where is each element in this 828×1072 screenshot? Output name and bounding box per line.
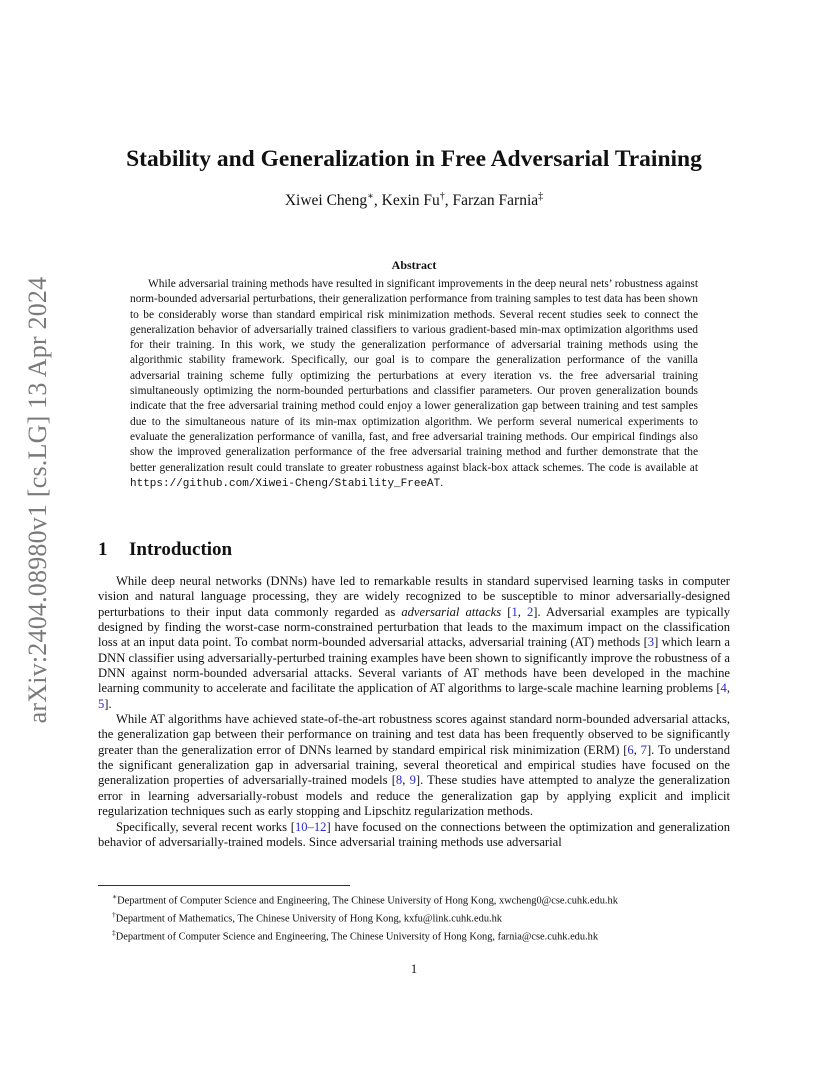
arxiv-identifier-stamp <box>21 276 55 724</box>
citation-link[interactable]: 5 <box>98 696 105 711</box>
paragraph-text: , <box>517 604 527 619</box>
footnote <box>98 926 748 944</box>
citation-link[interactable]: 2 <box>527 604 534 619</box>
section-title: Introduction <box>129 539 233 560</box>
page-number: 1 <box>410 962 418 976</box>
paragraph-text: , <box>726 681 730 696</box>
citation-link[interactable]: 4 <box>720 681 727 696</box>
section-number: 1 <box>98 539 108 560</box>
paragraph-text: ] have focused on the connections between the optimization and generalization behavior of adversarially-trained models. Since adversarial training methods use adversarial <box>98 819 730 849</box>
author-name: Kexin Fu <box>381 192 440 210</box>
citation-link[interactable]: 3 <box>647 635 655 650</box>
paragraph-text: ]. <box>104 696 112 711</box>
citation-link[interactable]: 1 <box>511 604 518 619</box>
paper-title: Stability and Generalization in Free Adversarial Training <box>126 146 702 172</box>
author-name: Xiwei Cheng <box>284 192 368 210</box>
paragraph-text: ]. To understand the significant generalization gap in adversarial training, several theoretical and empirical studies have focused on the generalization properties of adversarially-trained models [ <box>98 742 731 788</box>
footnote-text: Department of Computer Science and Engineering, The Chinese University of Hong Kong, farnia@cse.cuhk.edu.hk <box>115 931 599 943</box>
footnotes <box>98 890 748 944</box>
author-list <box>60 191 768 210</box>
author-affiliation-mark: ‡ <box>538 191 544 202</box>
paragraph-text: , <box>633 742 641 757</box>
introduction-body <box>98 574 730 850</box>
code-repository-link[interactable]: https://github.com/Xiwei-Cheng/Stability_FreeAT <box>130 477 441 490</box>
citation-link[interactable]: 8 <box>395 773 403 788</box>
citation-link[interactable]: 9 <box>409 773 416 788</box>
author-affiliation-mark: ∗ <box>367 191 374 202</box>
abstract-body <box>130 277 698 492</box>
author-affiliation-mark: † <box>439 191 445 202</box>
author-separator: , <box>444 192 453 210</box>
citation-link[interactable]: 10–12 <box>294 819 327 834</box>
footnote-text: Department of Mathematics, The Chinese University of Hong Kong, kxfu@link.cuhk.edu.hk <box>115 913 502 925</box>
author-name: Farzan Farnia <box>452 192 539 210</box>
abstract-text-end: . <box>440 476 444 489</box>
abstract-heading: Abstract <box>391 258 437 272</box>
footnote-divider <box>98 885 350 886</box>
paragraph-text: ] which learn a DNN classifier using adversarially-perturbed training examples have been shown to significantly improve the robustness of a DNN against norm-bounded adversarial attacks. Several variants of AT methods have been developed in the machine learning community to accelerate and facilitate the application of AT algorithms to large-scale machine learning problems [ <box>98 635 730 696</box>
paragraph-text: [ <box>501 604 512 619</box>
citation-link[interactable]: 7 <box>640 742 647 757</box>
emphasized-text: adversarial attacks <box>401 604 502 619</box>
footnote-mark: ∗ <box>112 892 118 901</box>
author-separator: , <box>373 192 382 210</box>
section-heading-introduction <box>98 539 232 561</box>
footnote <box>98 908 748 926</box>
footnote <box>98 890 748 908</box>
paragraph-text: Specifically, several recent works [ <box>116 819 295 834</box>
body-paragraph <box>98 574 730 712</box>
paragraph-text: While AT algorithms have achieved state-of-the-art robustness scores against standard norm-bounded adversarial attacks, the generalization gap between their performance on training and test data has been frequently observed to be significantly greater than the generalization error of DNNs learned by standard empirical risk minimization (ERM) [ <box>98 712 730 757</box>
body-paragraph <box>98 820 730 851</box>
paragraph-text: While deep neural networks (DNNs) have led to remarkable results in standard supervised learning tasks in computer vision and natural language processing, they are widely recognized to be susceptible to minor adversarially-designed perturbations to their input data commonly regarded as <box>98 574 730 619</box>
arxiv-identifier-text: arXiv:2404.08980v1 [cs.LG] 13 Apr 2024 <box>23 276 52 724</box>
paragraph-text: , <box>402 773 410 788</box>
paragraph-text: ]. Adversarial examples are typically designed by finding the worst-case norm-constrained perturbation that leads to the maximum impact on the classification loss at an input data point. To combat norm-bounded adversarial attacks, adversarial training (AT) methods [ <box>98 604 731 650</box>
body-paragraph <box>98 712 730 819</box>
footnote-mark: † <box>112 910 116 920</box>
abstract-text: While adversarial training methods have resulted in significant improvements in the deep neural nets’ robustness against norm-bounded adversarial perturbations, their generalization performance from training samples to test data has been shown to be considerably worse than standard empirical risk minimization methods. Several recent studies seek to connect the generalization behavior of adversarially trained classifiers to various gradient-based min-max optimization algorithms used for their training. In this work, we study the generalization performance of adversarial training methods using the algorithmic stability framework. Specifically, our goal is to compare the generalization performance of the vanilla adversarial training scheme fully optimizing the perturbations at every iteration vs. the free adversarial training simultaneously optimizing the norm-bounded perturbations and classifier parameters. Our proven generalization bounds indicate that the free adversarial training method could enjoy a lower generalization gap between training and test samples due to the simultaneous nature of its min-max optimization algorithm. We perform several numerical experiments to evaluate the generalization performance of vanilla, fast, and free adversarial training methods. Our empirical findings also show the improved generalization performance of the free adversarial training method and further demonstrate that the better generalization result could translate to greater robustness against black-box attack schemes. The code is available at <box>130 278 698 474</box>
paragraph-text: ]. These studies have attempted to analyze the generalization error in learning adversarially-robust models and reduce the generalization gap by applying explicit and implicit regularization techniques such as early stopping and Lipschitz regularization methods. <box>98 773 731 819</box>
footnote-mark: ‡ <box>112 928 116 938</box>
citation-link[interactable]: 6 <box>627 742 634 757</box>
footnote-text: Department of Computer Science and Engineering, The Chinese University of Hong Kong, xwcheng0@cse.cuhk.edu.hk <box>117 895 618 907</box>
